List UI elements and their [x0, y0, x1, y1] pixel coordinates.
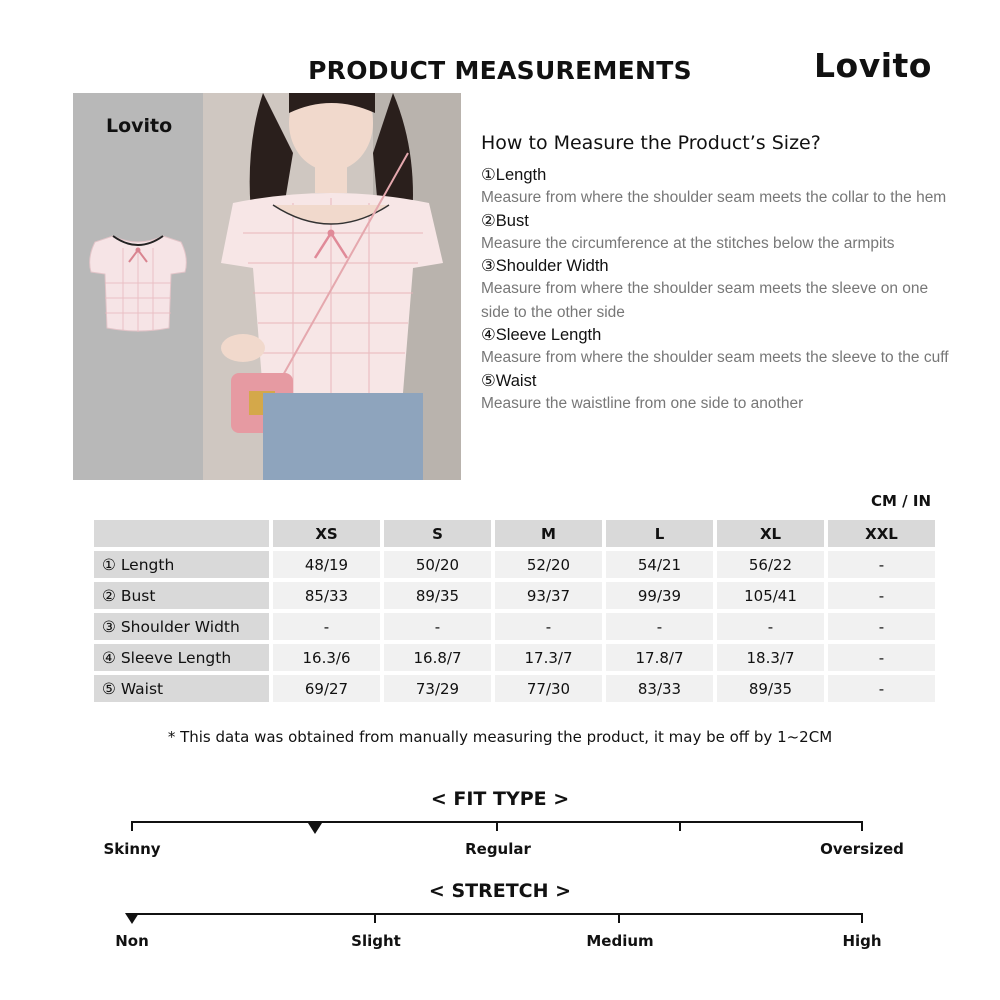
stretch-label-medium: Medium — [586, 932, 654, 950]
guide-item-name: ③Shoulder Width — [481, 257, 609, 275]
table-cell: - — [606, 613, 713, 640]
column-header: XS — [273, 520, 380, 547]
table-cell: 18.3/7 — [717, 644, 824, 671]
product-flat-image — [73, 93, 203, 480]
stretch-label-high: High — [842, 932, 882, 950]
guide-item-desc: Measure from where the shoulder seam meets the sleeve on one side to the other side — [481, 280, 929, 321]
fit-type-tick — [679, 821, 681, 831]
fit-type-label-oversized: Oversized — [820, 840, 904, 858]
fit-type-tick — [131, 821, 133, 831]
model-photo — [203, 93, 461, 480]
table-cell: - — [828, 551, 935, 578]
table-cell: 93/37 — [495, 582, 602, 609]
column-header: XL — [717, 520, 824, 547]
guide-item-desc: Measure the circumference at the stitches below the armpits — [481, 234, 895, 252]
column-header: M — [495, 520, 602, 547]
table-row — [94, 551, 935, 578]
guide-item-bust — [481, 210, 951, 256]
table-cell: - — [828, 644, 935, 671]
guide-item-desc: Measure from where the shoulder seam meets the collar to the hem — [481, 189, 947, 206]
table-cell: 83/33 — [606, 675, 713, 702]
model-illustration — [203, 93, 461, 480]
guide-item-shoulder-width — [481, 255, 951, 324]
table-corner-cell — [94, 520, 269, 547]
table-cell: - — [384, 613, 491, 640]
table-row — [94, 675, 935, 702]
guide-item-name: ④Sleeve Length — [481, 326, 602, 344]
table-cell: 99/39 — [606, 582, 713, 609]
table-cell: 56/22 — [717, 551, 824, 578]
table-cell: 52/20 — [495, 551, 602, 578]
fit-type-marker — [308, 823, 322, 834]
measurement-note: * This data was obtained from manually measuring the product, it may be off by 1~2CM — [167, 728, 833, 746]
row-label: ⑤ Waist — [94, 675, 269, 702]
guide-item-desc: Measure from where the shoulder seam meets the sleeve to the cuff — [481, 349, 949, 366]
table-cell: 50/20 — [384, 551, 491, 578]
fit-type-label-skinny: Skinny — [103, 840, 161, 858]
table-cell: - — [273, 613, 380, 640]
guide-item-sleeve-length — [481, 324, 951, 370]
guide-item-name: ①Length — [481, 166, 547, 184]
row-label: ④ Sleeve Length — [94, 644, 269, 671]
guide-item-length — [481, 164, 951, 210]
table-header-row — [94, 520, 935, 547]
units-label: CM / IN — [871, 492, 931, 510]
stretch-label-non: Non — [115, 932, 149, 950]
table-cell: 17.8/7 — [606, 644, 713, 671]
table-cell: 69/27 — [273, 675, 380, 702]
brand-logo: Lovito — [814, 46, 932, 85]
fit-type-title: < FIT TYPE > — [430, 788, 570, 810]
table-cell: 48/19 — [273, 551, 380, 578]
table-row — [94, 582, 935, 609]
table-cell: 85/33 — [273, 582, 380, 609]
measurement-guide — [481, 132, 951, 415]
table-cell: - — [828, 582, 935, 609]
stretch-tick — [861, 913, 863, 923]
fit-type-tick — [496, 821, 498, 831]
page-title: PRODUCT MEASUREMENTS — [308, 56, 692, 85]
column-header: L — [606, 520, 713, 547]
row-label: ② Bust — [94, 582, 269, 609]
flat-top-illustration — [85, 228, 191, 338]
guide-item-desc: Measure the waistline from one side to another — [481, 394, 804, 412]
guide-item-waist — [481, 370, 951, 416]
stretch-tick — [618, 913, 620, 923]
row-label: ① Length — [94, 551, 269, 578]
stretch-scale-line — [132, 913, 862, 915]
table-row — [94, 613, 935, 640]
image-brand-logo: Lovito — [106, 115, 173, 137]
table-cell: - — [717, 613, 824, 640]
table-cell: 17.3/7 — [495, 644, 602, 671]
guide-title: How to Measure the Product’s Size? — [481, 132, 821, 154]
stretch-label-slight: Slight — [351, 932, 401, 950]
table-cell: 89/35 — [384, 582, 491, 609]
table-cell: - — [828, 675, 935, 702]
fit-type-tick — [861, 821, 863, 831]
guide-item-name: ⑤Waist — [481, 371, 537, 390]
table-cell: 16.8/7 — [384, 644, 491, 671]
stretch-title: < STRETCH > — [428, 880, 572, 902]
column-header: XXL — [828, 520, 935, 547]
fit-type-label-regular: Regular — [465, 840, 531, 858]
table-cell: 73/29 — [384, 675, 491, 702]
stretch-tick — [374, 913, 376, 923]
table-cell: 77/30 — [495, 675, 602, 702]
column-header: S — [384, 520, 491, 547]
table-cell: 105/41 — [717, 582, 824, 609]
table-cell: 16.3/6 — [273, 644, 380, 671]
guide-item-name: ②Bust — [481, 211, 529, 230]
stretch-marker — [125, 913, 139, 924]
table-row — [94, 644, 935, 671]
table-cell: - — [828, 613, 935, 640]
size-table — [90, 516, 939, 706]
table-cell: 54/21 — [606, 551, 713, 578]
table-cell: 89/35 — [717, 675, 824, 702]
table-cell: - — [495, 613, 602, 640]
row-label: ③ Shoulder Width — [94, 613, 269, 640]
